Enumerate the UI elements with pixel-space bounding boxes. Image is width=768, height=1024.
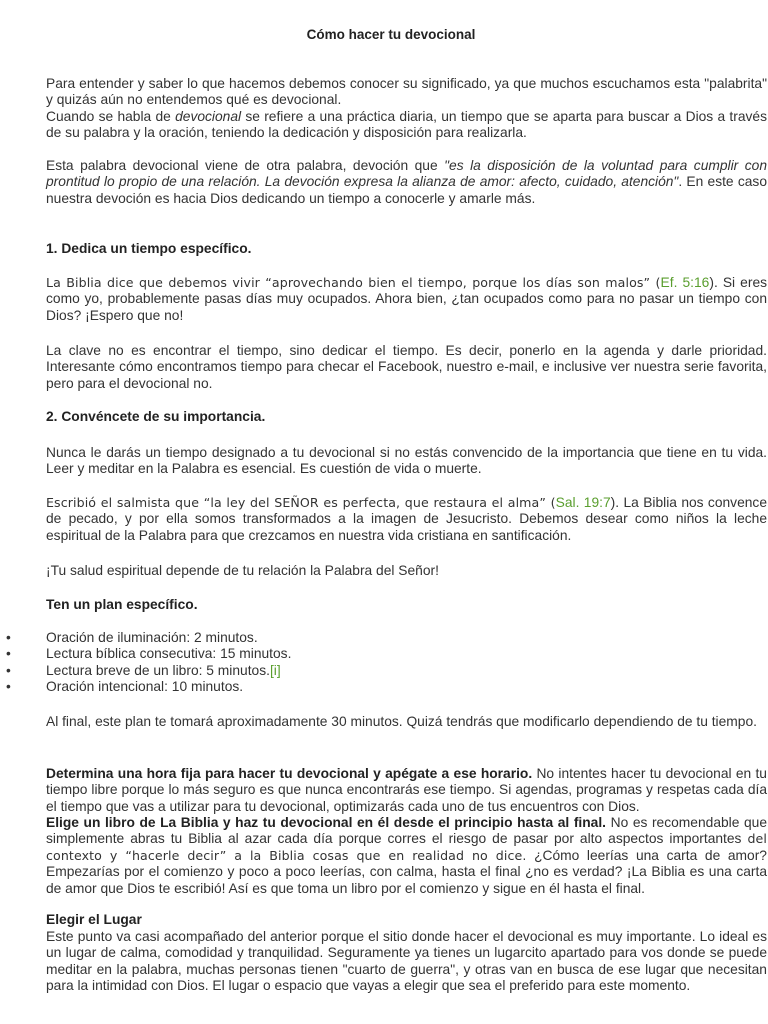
section-1-paragraph-1: La Biblia dice que debemos vivir “aprovechando bien el tiempo, porque los días son malos” (Ef. 5:16). Si eres como yo, probablemente pasas días muy ocupados. Ahora bien, ¿tan ocupados como para no pasar un tiempo con Dios? ¡Espero que no! — [46, 275, 768, 323]
plan-list — [6, 630, 292, 696]
verse-link-sal-19-7[interactable]: Sal. 19:7 — [555, 495, 611, 510]
intro-paragraph-2: Esta palabra devocional viene de otra palabra, devoción que "es la disposición de la voluntad para cumplir con prontitud lo propio de una relación. La devoción expresa la alianza de amor: afecto, cuidado, atención". En este caso nuestra devoción es hacia Dios dedicando un tiempo a conocerle y amarle más. — [46, 158, 767, 206]
footnote-link[interactable]: [i] — [269, 662, 281, 678]
list-item: • Lectura bíblica consecutiva: 15 minutos. — [6, 646, 292, 662]
section-2-paragraph-2: Escribió el salmista que “la ley del SEÑOR es perfecta, que restaura el alma” (Sal. 19:7). La Biblia nos convence de pecado, y por ella somos transformados a la imagen de Jesucristo. Debemos desear como niños la leche espiritual de la Palabra para que crezcamos en nuestra vida cristiana en santificación. — [46, 495, 767, 543]
place-paragraph: Este punto va casi acompañado del anterior porque el sitio donde hacer el devocional es muy importante. Lo ideal es un lugar de calma, comodidad y tranquilidad. Seguramente ya tienes un lugarcito apartado para vos donde se puede meditar en la palabra, muchas personas tienen "cuarto de guerra", y otras van en busca de ese lugar que necesitan para la intimidad con Dios. El lugar o espacio que vayas a elegir que sea el preferido para este momento. — [46, 929, 767, 994]
plan-heading: Ten un plan específico. — [46, 597, 198, 612]
list-item: • Oración de iluminación: 2 minutos. — [6, 630, 258, 645]
section-2-paragraph-3: ¡Tu salud espiritual depende de tu relación la Palabra del Señor! — [46, 563, 439, 578]
place-heading: Elegir el Lugar — [46, 912, 142, 927]
list-item: • Lectura breve de un libro: 5 minutos.[i] — [6, 662, 281, 678]
list-item: • Oración intencional: 10 minutos. — [6, 679, 244, 695]
book-paragraph: Elige un libro de La Biblia y haz tu devocional en él desde el principio hasta al final. No es recomendable que simplemente abras tu Biblia al azar cada día porque corres el riesgo de pasar por alto aspectos importantes del contexto y “hacerle decir” a la Biblia cosas que en realidad no dice. ¿Cómo leerías una carta de amor? Empezarías por el comienzo y poco a poco leerías, con calma, hasta el final ¿no es verdad? ¡La Biblia es una carta de amor que Dios te escribió! Así es que toma un libro por el comienzo y sigue en él hasta el final. — [46, 815, 767, 896]
schedule-paragraph: Determina una hora fija para hacer tu devocional y apégate a ese horario. No intentes hacer tu devocional en tu tiempo libre porque lo más seguro es que nunca encontrarás ese tiempo. Si agendas, programas y respetas cada día el tiempo que vas a utilizar para tu devocional, optimizarás cada uno de tus encuentros con Dios. — [46, 766, 767, 814]
section-2-paragraph-1: Nunca le darás un tiempo designado a tu devocional si no estás convencido de la importancia que tiene en tu vida. Leer y meditar en la Palabra es esencial. Es cuestión de vida o muerte. — [46, 445, 767, 477]
section-1-heading: 1. Dedica un tiempo específico. — [46, 241, 252, 256]
section-2-heading: 2. Convéncete de su importancia. — [46, 409, 266, 424]
bullet-icon: • — [6, 646, 11, 662]
bullet-icon: • — [6, 630, 11, 645]
page-title: Cómo hacer tu devocional — [306, 27, 476, 42]
verse-link-ef-5-16[interactable]: Ef. 5:16 — [660, 275, 710, 290]
bullet-icon: • — [6, 662, 11, 678]
intro-paragraph-1: Para entender y saber lo que hacemos debemos conocer su significado, ya que muchos escuchamos esta "palabrita" y quizás aún no entendemos qué es devocional. Cuando se habla de devocional se refiere a una práctica diaria, un tiempo que se aparta para buscar a Dios a través de su palabra y la oración, teniendo la dedicación y disposición para realizarla. — [46, 76, 768, 141]
plan-summary: Al final, este plan te tomará aproximadamente 30 minutos. Quizá tendrás que modificarlo dependiendo de tu tiempo. — [46, 714, 757, 729]
section-1-paragraph-2: La clave no es encontrar el tiempo, sino dedicar el tiempo. Es decir, ponerlo en la agenda y darle prioridad. Interesante cómo encontramos tiempo para checar el Facebook, nuestro e-mail, e inclusive ver nuestra serie favorita, pero para el devocional no. — [46, 343, 767, 391]
bullet-icon: • — [6, 679, 11, 695]
